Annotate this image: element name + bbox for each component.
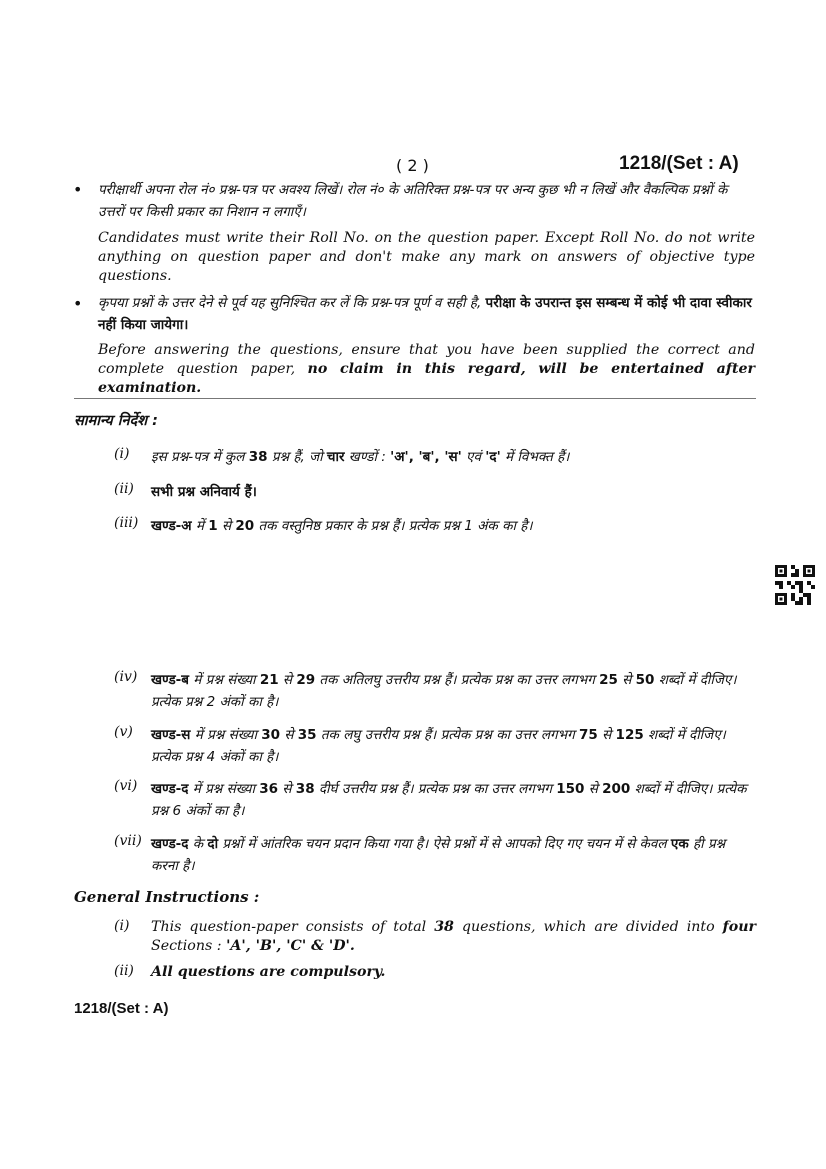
paper-code-footer: 1218/(Set : A) [74,1000,169,1017]
hindi-instruction-item-text [151,446,756,468]
hindi-instruction-item-fragment: 'अ', 'ब', 'स' [390,449,462,465]
hindi-instruction-item-fragment: खण्डों : [344,449,391,465]
hindi-instruction-item-number: (v) [114,724,133,740]
hindi-instruction-item-text [151,724,756,768]
general-instructions-english-heading: General Instructions : [74,888,260,906]
english-instruction-item-fragment: four [722,919,756,935]
note-2-hindi-text: कृपया प्रश्नों के उत्तर देने से पूर्व यह सुनिश्चित कर लें कि प्रश्न-पत्र पूर्ण व सही है, [98,295,482,311]
hindi-instruction-item-number: (ii) [114,481,134,497]
hindi-instruction-item-text [151,778,756,822]
hindi-instruction-item-fragment: दो [207,836,219,852]
hindi-instruction-item-fragment: में प्रश्न संख्या [189,672,260,688]
hindi-instruction-item-fragment: ही प्रश्न करना है। [151,836,726,874]
hindi-instruction-item-fragment: चार [326,449,345,465]
hindi-instruction-item-fragment: 125 [615,727,644,743]
bullet-icon: • [73,294,83,313]
hindi-instruction-item-fragment: 35 [297,727,317,743]
english-instruction-item-text [151,963,756,982]
hindi-instruction-item-fragment: खण्ड-द [151,781,189,797]
hindi-instruction-item-fragment: 150 [556,781,585,797]
english-instruction-item-fragment: 'A', 'B', 'C' & 'D'. [226,938,355,954]
note-2-hindi-bold: परीक्षा के उपरान्त इस सम्बन्ध में कोई भी दावा स्वीकार नहीं किया जायेगा। [98,295,752,333]
hindi-instruction-item-fragment: खण्ड-अ [151,518,192,534]
bullet-icon: • [73,180,83,199]
hindi-instruction-item-fragment: से [584,781,603,797]
hindi-instruction-item-fragment: खण्ड-स [151,727,191,743]
hindi-instruction-item-fragment: 50 [635,672,655,688]
hindi-instruction-item-fragment: खण्ड-ब [151,672,189,688]
hindi-instruction-item-fragment: से [278,781,296,797]
hindi-instruction-item-number: (vii) [114,833,142,849]
divider-line [74,398,756,399]
note-1-english: Candidates must write their Roll No. on the question paper. Except Roll No. do not write anything on question paper and don't make any mark on answers of objective type questions. [98,230,755,284]
hindi-instruction-item-fragment: तक लघु उत्तरीय प्रश्न हैं। प्रत्येक प्रश्न का उत्तर लगभग [316,727,580,743]
hindi-instruction-item-fragment: से [597,727,616,743]
qr-code-icon [775,565,815,605]
hindi-instruction-item-number: (i) [114,446,130,462]
hindi-instruction-item-fragment: 38 [295,781,315,797]
hindi-instruction-item-fragment: 25 [599,672,618,688]
page-number: ( 2 ) [396,156,429,175]
hindi-instruction-item-fragment: 29 [296,672,316,688]
english-instruction-item-fragment: 38 [434,919,454,935]
hindi-instruction-item-fragment: से [617,672,636,688]
english-instruction-item-fragment: This question-paper consists of total [151,919,435,935]
note-1-hindi: परीक्षार्थी अपना रोल नं० प्रश्न-पत्र पर अवश्य लिखें। रोल नं० के अतिरिक्त प्रश्न-पत्र पर अन्य कुछ भी न लिखें और वैकल्पिक प्रश्नों के उत्तरों पर किसी प्रकार का निशान न लगाएँ। [98,182,728,220]
hindi-instruction-item-fragment: से [280,727,298,743]
hindi-instruction-item-number: (iii) [114,515,139,531]
hindi-instruction-item-fragment: प्रश्नों में आंतरिक चयन प्रदान किया गया है। ऐसे प्रश्नों में से आपको दिए गए चयन में से केवल [218,836,671,852]
general-instructions-hindi-heading: सामान्य निर्देश : [74,413,158,429]
hindi-instruction-item-fragment: शब्दों में दीजिए। प्रत्येक प्रश्न 6 अंकों का है। [151,781,747,819]
paper-code-header: 1218/(Set : A) [619,153,739,174]
hindi-instruction-item-fragment: एवं [461,449,486,465]
hindi-instruction-item-fragment: 'द' [485,449,501,465]
hindi-instruction-item-fragment: में [191,518,209,534]
hindi-instruction-item-fragment: में प्रश्न संख्या [190,727,262,743]
hindi-instruction-item-fragment: 38 [248,449,268,465]
hindi-instruction-item-fragment: से [217,518,236,534]
hindi-instruction-item-fragment: 21 [259,672,279,688]
hindi-instruction-item-fragment: तक वस्तुनिष्ठ प्रकार के प्रश्न हैं। प्रत्येक प्रश्न 1 अंक का है। [254,518,533,534]
hindi-instruction-item-text [151,515,756,537]
hindi-instruction-item-number: (iv) [114,669,138,685]
english-instruction-item-fragment: questions, which are divided into [453,919,723,935]
hindi-instruction-item-fragment: शब्दों में दीजिए। प्रत्येक प्रश्न 4 अंकों का है। [151,727,726,765]
note-2-english-bold: no claim in this regard, will be entertained after examination. [98,361,756,396]
english-instruction-item-text [151,918,756,956]
hindi-instruction-item-fragment: इस प्रश्न-पत्र में कुल [151,449,249,465]
note-2-english-text: Before answering the questions, ensure that you have been supplied the correct and complete question paper, [98,342,755,377]
hindi-instruction-item-text [151,669,756,713]
hindi-instruction-item-number: (vi) [114,778,138,794]
hindi-instruction-item-fragment: प्रश्न हैं, जो [267,449,327,465]
english-instruction-item-number: (i) [114,918,130,934]
hindi-instruction-item-fragment: खण्ड-द [151,836,189,852]
hindi-instruction-item-fragment: में विभक्त हैं। [500,449,570,465]
hindi-instruction-item-fragment: 20 [235,518,255,534]
hindi-instruction-item-fragment: सभी प्रश्न अनिवार्य हैं। [151,484,257,500]
hindi-instruction-item-fragment: के [188,836,208,852]
hindi-instruction-item-fragment: 75 [579,727,598,743]
hindi-instruction-item-fragment: दीर्घ उत्तरीय प्रश्न हैं। प्रत्येक प्रश्न का उत्तर लगभग [314,781,557,797]
hindi-instruction-item-fragment: एक [670,836,689,852]
hindi-instruction-item-fragment: 30 [261,727,281,743]
hindi-instruction-item-fragment: में प्रश्न संख्या [188,781,260,797]
english-instruction-item-number: (ii) [114,963,134,979]
note-2-hindi [98,292,755,336]
hindi-instruction-item-fragment: 1 [208,518,218,534]
english-instruction-item-fragment: All questions are compulsory. [151,964,386,980]
hindi-instruction-item-text [151,481,756,503]
english-instruction-item-fragment: Sections : [151,938,227,954]
hindi-instruction-item-fragment: शब्दों में दीजिए। प्रत्येक प्रश्न 2 अंकों का है। [151,672,737,710]
note-2-english [98,341,755,398]
hindi-instruction-item-text [151,833,756,877]
hindi-instruction-item-fragment: तक अतिलघु उत्तरीय प्रश्न हैं। प्रत्येक प्रश्न का उत्तर लगभग [315,672,600,688]
hindi-instruction-item-fragment: 36 [259,781,279,797]
hindi-instruction-item-fragment: 200 [602,781,631,797]
hindi-instruction-item-fragment: से [278,672,297,688]
